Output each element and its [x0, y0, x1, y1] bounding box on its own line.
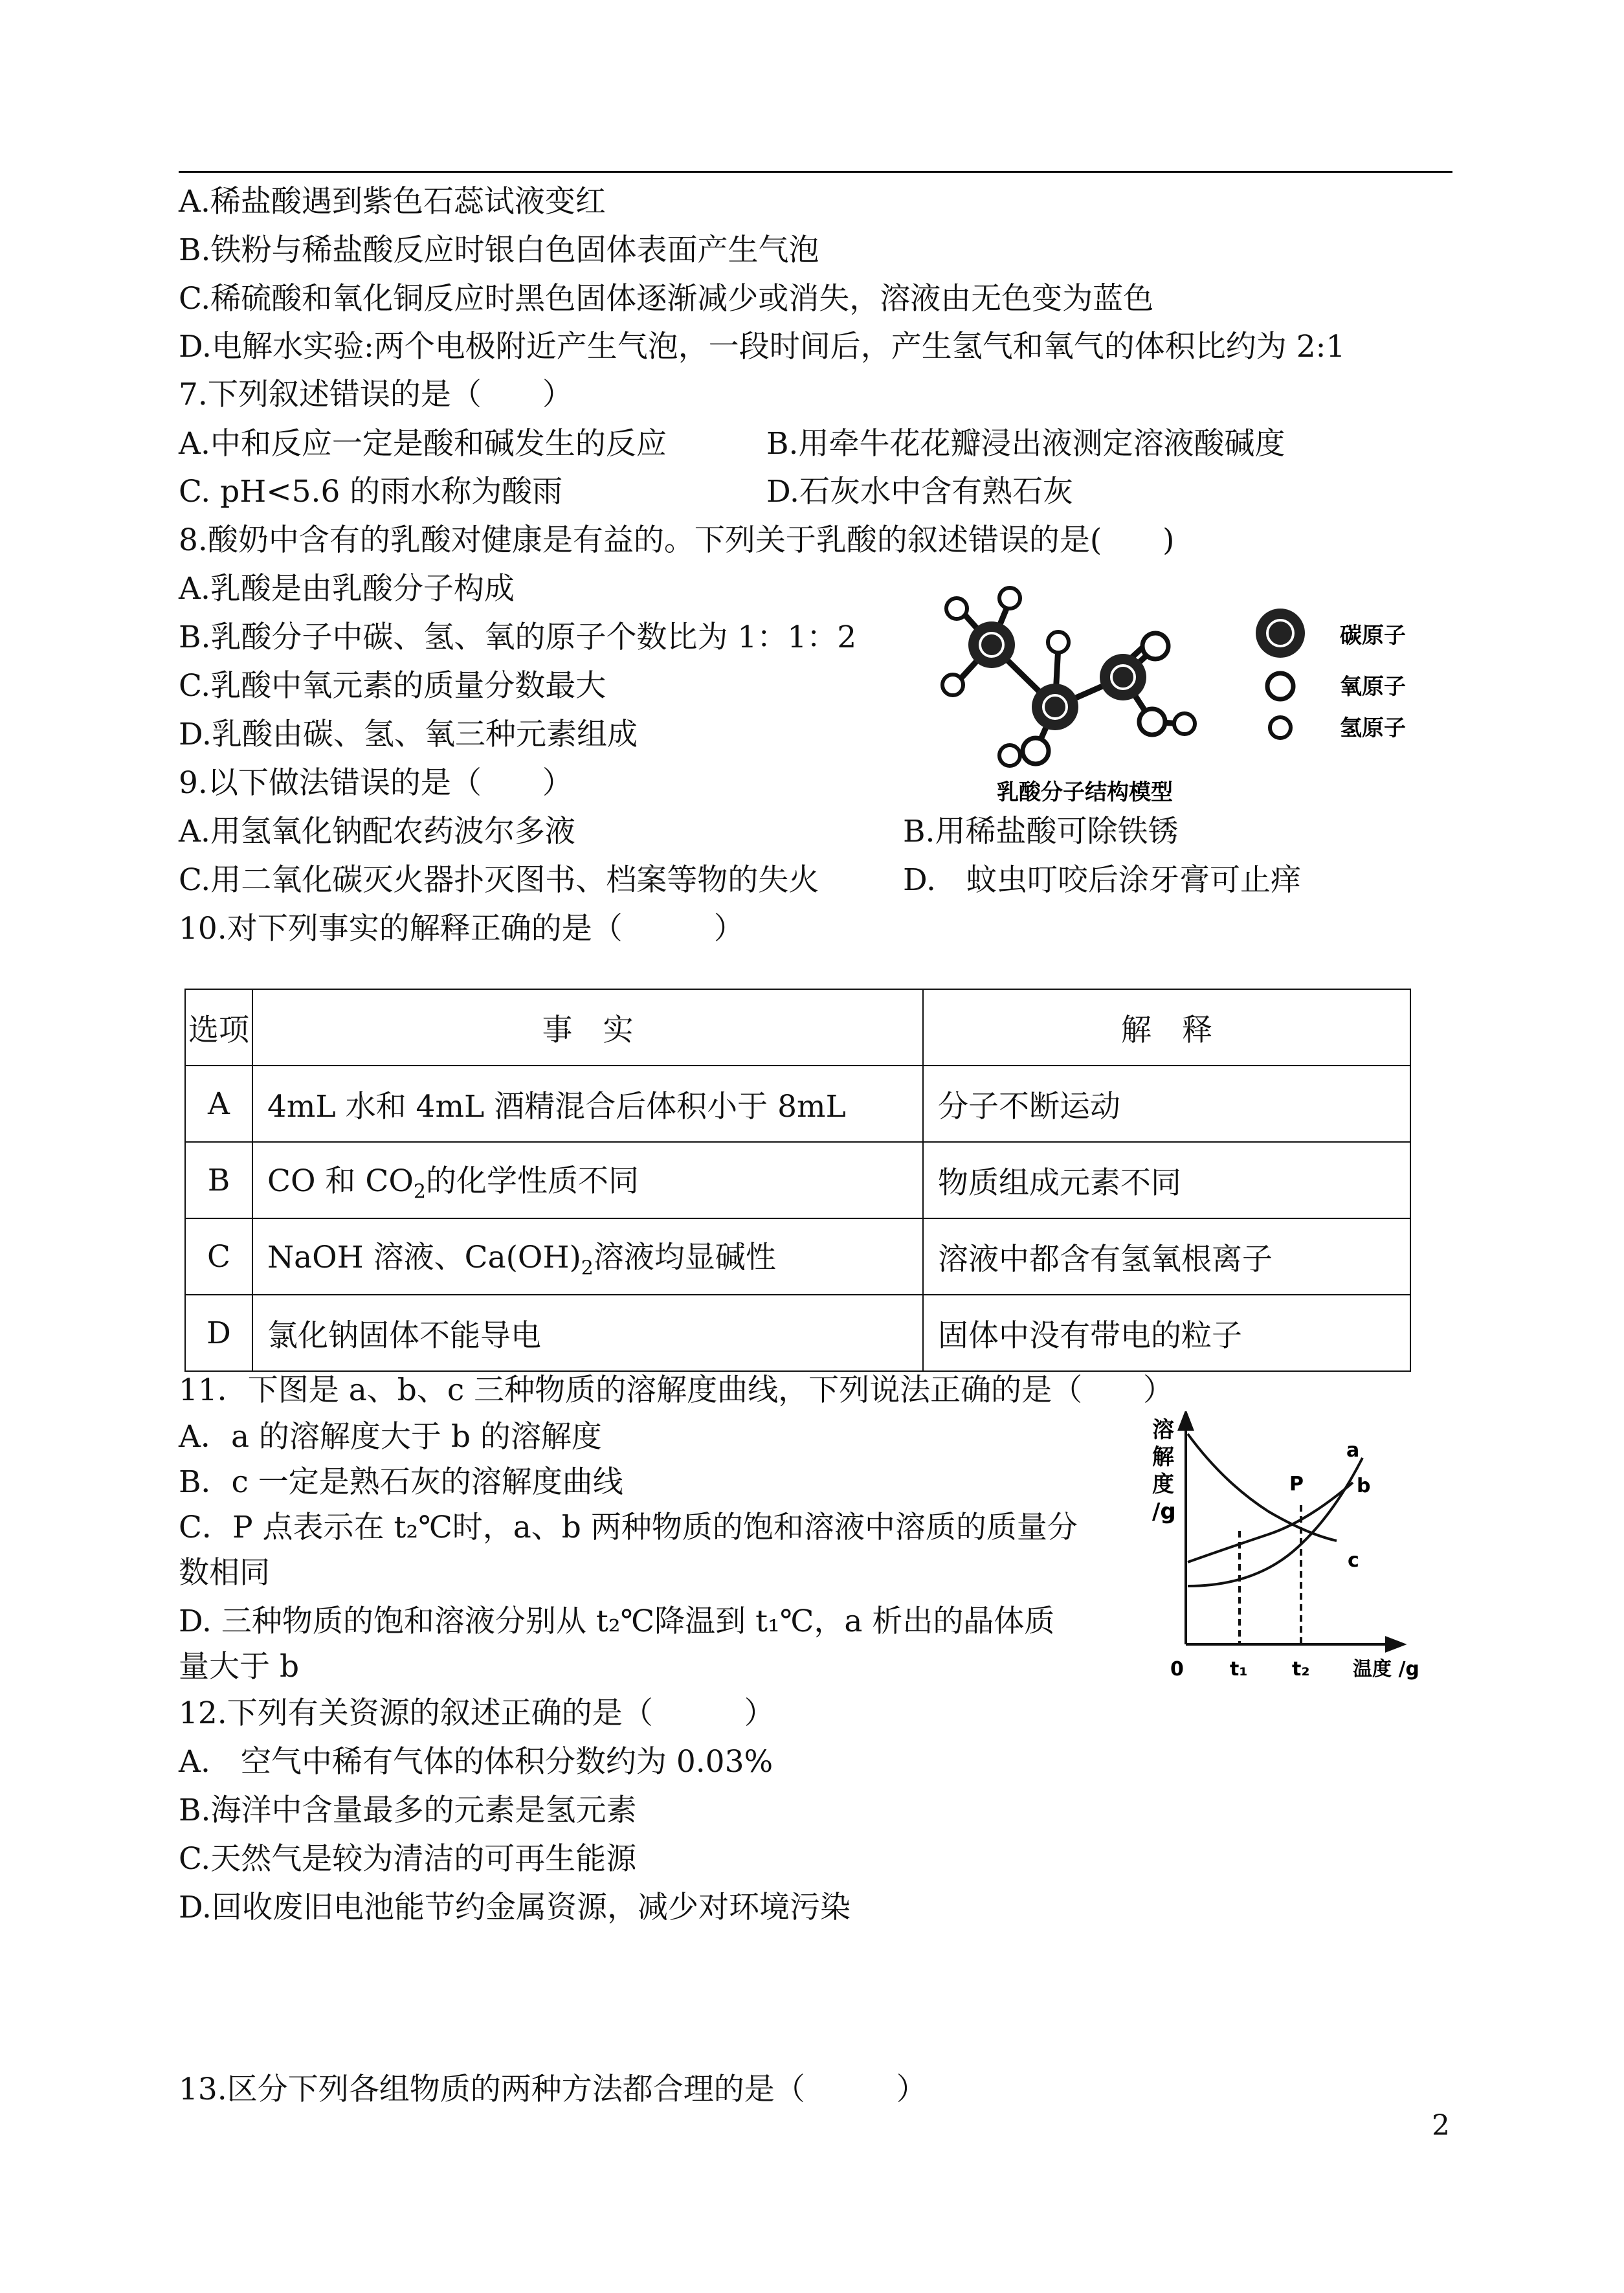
- molecule-legend: [1256, 609, 1305, 738]
- q7-option-b: B.用牵牛花花瓣浸出液测定溶液酸碱度: [766, 426, 1285, 462]
- row-explanation: 溶液中都含有氢氧根离子: [923, 1218, 1410, 1295]
- q12-option-d: D.回收废旧电池能节约金属资源，减少对环境污染: [179, 1890, 851, 1925]
- row-fact: NaOH 溶液、$Ca(OH)_2$溶液均显碱性: [252, 1218, 923, 1295]
- curve-a-label: a: [1346, 1439, 1360, 1462]
- header-rule: [179, 171, 1452, 173]
- q12-option-a: A. 空气中稀有气体的体积分数约为 0.03%: [179, 1744, 773, 1780]
- row-option: D: [185, 1295, 252, 1371]
- q12-option-b: B.海洋中含量最多的元素是氢元素: [179, 1793, 637, 1828]
- q12-stem: 12.下列有关资源的叙述正确的是（ ）: [179, 1695, 775, 1731]
- table-header-row: [185, 989, 1410, 1066]
- curve-b-label: b: [1357, 1475, 1371, 1497]
- origin-label: 0: [1170, 1658, 1184, 1681]
- row-option: C: [185, 1218, 252, 1295]
- header-explanation: 解 释: [923, 989, 1410, 1066]
- table-row: [185, 1066, 1410, 1142]
- q11-option-d-cont: 量大于 b: [179, 1649, 300, 1684]
- q13-stem: 13.区分下列各组物质的两种方法都合理的是（ ）: [179, 2072, 927, 2107]
- row-explanation: 物质组成元素不同: [923, 1142, 1410, 1218]
- row-option: A: [185, 1066, 252, 1142]
- q8-option-a: A.乳酸是由乳酸分子构成: [179, 571, 515, 607]
- q10-stem: 10.对下列事实的解释正确的是（ ）: [179, 911, 744, 946]
- y-axis-label-2: 解: [1152, 1444, 1174, 1470]
- curve-c: [1188, 1434, 1337, 1541]
- header-option: 选项: [185, 989, 252, 1066]
- q11-option-c: C．P 点表示在 t₂℃时，a、b 两种物质的饱和溶液中溶质的质量分: [179, 1510, 1078, 1545]
- row-explanation: 固体中没有带电的粒子: [923, 1295, 1410, 1371]
- row-option: B: [185, 1142, 252, 1218]
- y-axis-label-4: /g: [1152, 1499, 1176, 1525]
- q11-option-a: A．a 的溶解度大于 b 的溶解度: [179, 1419, 602, 1455]
- q12-option-c: C.天然气是较为清洁的可再生能源: [179, 1841, 637, 1877]
- t1-label: t₁: [1230, 1658, 1248, 1681]
- q8-stem: 8.酸奶中含有的乳酸对健康是有益的。下列关于乳酸的叙述错误的是( ): [179, 522, 1175, 558]
- point-p-label: P: [1289, 1473, 1304, 1495]
- row-explanation: 分子不断运动: [923, 1066, 1410, 1142]
- page-number: 2: [1432, 2109, 1450, 2142]
- molecule-caption: 乳酸分子结构模型: [997, 779, 1173, 805]
- q7-option-a: A.中和反应一定是酸和碱发生的反应: [179, 426, 667, 462]
- curve-b: [1188, 1482, 1353, 1562]
- table-row: [185, 1295, 1410, 1371]
- q9-option-d: D. 蚊虫叮咬后涂牙膏可止痒: [903, 862, 1301, 898]
- lactic-acid-molecule-figure: [919, 570, 1476, 816]
- table-row: [185, 1142, 1410, 1218]
- q8-option-d: D.乳酸由碳、氢、氧三种元素组成: [179, 717, 638, 752]
- q8-option-c: C.乳酸中氧元素的质量分数最大: [179, 668, 606, 704]
- q6-option-c: C.稀硫酸和氧化铜反应时黑色固体逐渐减少或消失，溶液由无色变为蓝色: [179, 281, 1154, 317]
- q6-option-b: B.铁粉与稀盐酸反应时银白色固体表面产生气泡: [179, 232, 819, 268]
- q6-option-d: D.电解水实验:两个电极附近产生气泡，一段时间后，产生氢气和氧气的体积比约为 2:1: [179, 329, 1346, 364]
- row-fact: 4mL 水和 4mL 酒精混合后体积小于 8mL: [252, 1066, 923, 1142]
- solubility-curve-figure: [1139, 1411, 1450, 1690]
- q9-stem: 9.以下做法错误的是（ ）: [179, 765, 573, 801]
- hydrogen-atoms: [942, 588, 1195, 766]
- curve-a: [1188, 1458, 1363, 1586]
- row-fact: CO 和 $CO_2$的化学性质不同: [252, 1142, 923, 1218]
- table-row: [185, 1218, 1410, 1295]
- legend-hydrogen-label: 氢原子: [1340, 715, 1406, 741]
- q9-option-c: C.用二氧化碳灭火器扑灭图书、档案等物的失火: [179, 862, 819, 898]
- q11-option-c-cont: 数相同: [179, 1555, 270, 1591]
- facts-table: [184, 989, 1411, 1372]
- q11-option-b: B．c 一定是熟石灰的溶解度曲线: [179, 1464, 623, 1500]
- q11-stem: 11．下图是 a、b、c 三种物质的溶解度曲线，下列说法正确的是（ ）: [179, 1372, 1174, 1408]
- q7-option-d: D.石灰水中含有熟石灰: [766, 474, 1073, 509]
- q7-option-c: C. pH<5.6 的雨水称为酸雨: [179, 474, 563, 509]
- q11-option-d: D. 三种物质的饱和溶液分别从 t₂℃降温到 t₁℃，a 析出的晶体质: [179, 1604, 1055, 1639]
- q7-stem: 7.下列叙述错误的是（ ）: [179, 377, 573, 412]
- y-axis-label-1: 溶: [1152, 1417, 1174, 1443]
- header-fact: 事 实: [252, 989, 923, 1066]
- q8-option-b: B.乳酸分子中碳、氢、氧的原子个数比为 1：1：2: [179, 620, 857, 655]
- y-axis-label-3: 度: [1152, 1471, 1174, 1497]
- legend-carbon-label: 碳原子: [1340, 623, 1406, 649]
- curve-c-label: c: [1348, 1549, 1359, 1572]
- q6-option-a: A.稀盐酸遇到紫色石蕊试液变红: [179, 184, 606, 219]
- x-axis-label: 温度 /g: [1353, 1658, 1419, 1681]
- legend-oxygen-label: 氧原子: [1340, 674, 1406, 700]
- row-fact: 氯化钠固体不能导电: [252, 1295, 923, 1371]
- t2-label: t₂: [1292, 1658, 1310, 1681]
- q9-option-a: A.用氢氧化钠配农药波尔多液: [179, 814, 575, 849]
- q9-option-b: B.用稀盐酸可除铁锈: [903, 814, 1179, 849]
